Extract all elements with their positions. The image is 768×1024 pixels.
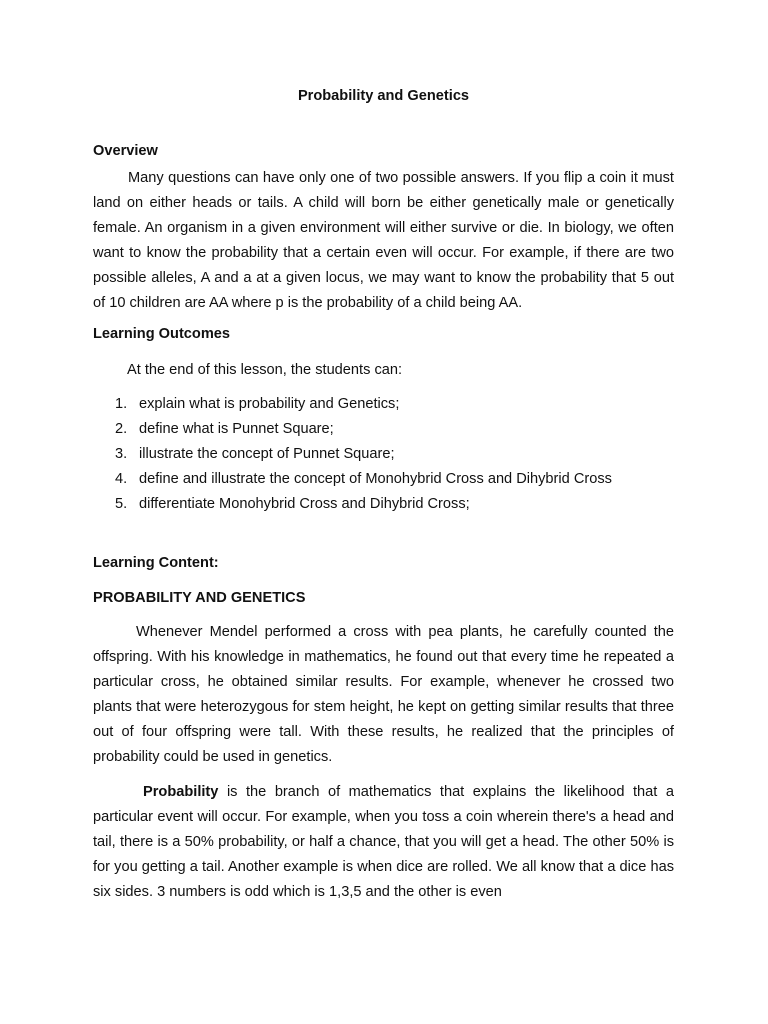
section-heading: PROBABILITY AND GENETICS — [93, 590, 306, 606]
list-item-number: 1. — [115, 396, 128, 412]
list-item-text: illustrate the concept of Punnet Square; — [139, 446, 395, 462]
list-item-text: explain what is probability and Genetics; — [139, 396, 400, 412]
list-item-text: differentiate Monohybrid Cross and Dihybrid Cross; — [139, 496, 470, 512]
learning-outcomes-intro: At the end of this lesson, the students can: — [127, 362, 403, 378]
list-item — [93, 467, 674, 492]
list-item-number: 3. — [115, 446, 128, 462]
list-item — [93, 392, 674, 417]
probability-definition: is the branch of mathematics that explains the likelihood that a particular event will occur. For example, when you toss a coin wherein there's a head and tail, there is a 50% probability, or half a chance, that you will get a head. The other 50% is for you getting a tail. Another example is when dice are rolled. We all know that a dice has six sides. 3 numbers is odd which is 1,3,5 and the other is even — [93, 784, 674, 900]
content-paragraph-2 — [93, 780, 674, 905]
list-item-number: 2. — [115, 421, 128, 437]
list-item-text: define what is Punnet Square; — [139, 421, 334, 437]
probability-term: Probability — [143, 784, 219, 800]
document-title: Probability and Genetics — [297, 88, 470, 104]
overview-paragraph: Many questions can have only one of two possible answers. If you flip a coin it must land on either heads or tails. A child will born be either genetically male or genetically female. An organism in a given environment will either survive or die. In biology, we often want to know the probability that a certain even will occur. For example, if there are two possible alleles, A and a at a given locus, we may want to know the probability that 5 out of 10 children are AA where p is the probability of a child being AA. — [93, 170, 674, 311]
learning-content-heading: Learning Content: — [93, 555, 219, 571]
overview-heading: Overview — [93, 143, 158, 159]
document-page — [93, 86, 674, 905]
list-item — [93, 442, 674, 467]
learning-outcomes-list — [93, 392, 674, 517]
learning-outcomes-heading: Learning Outcomes — [93, 326, 231, 342]
list-item-number: 5. — [115, 496, 128, 512]
list-item-text: define and illustrate the concept of Monohybrid Cross and Dihybrid Cross — [139, 471, 612, 487]
list-item — [93, 492, 674, 517]
content-paragraph-1: Whenever Mendel performed a cross with pea plants, he carefully counted the offspring. With his knowledge in mathematics, he found out that every time he repeated a particular cross, he obtained similar results. For example, whenever he crossed two plants that were heterozygous for stem height, he kept on getting similar results that three out of four offspring were tall. With these results, he realized that the principles of probability could be used in genetics. — [93, 624, 674, 765]
list-item-number: 4. — [115, 471, 128, 487]
list-item — [93, 417, 674, 442]
